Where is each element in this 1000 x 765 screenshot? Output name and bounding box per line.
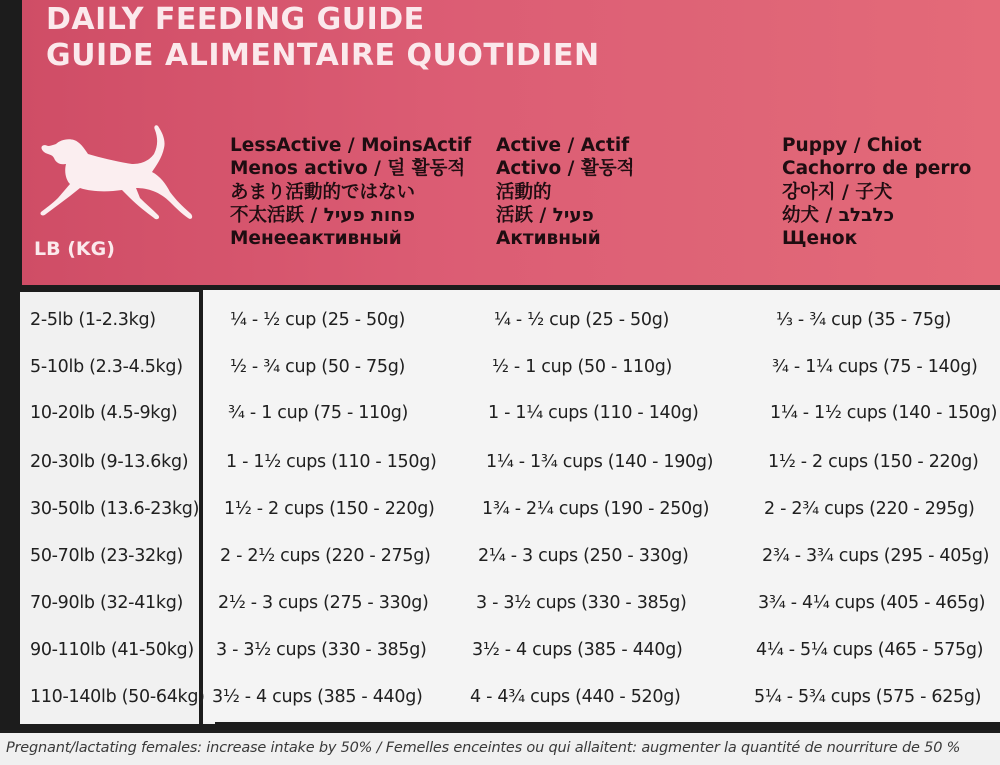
column-header-line: 不太活跃 / פחות פעיל	[230, 204, 416, 226]
column-header-line: 幼犬 / כלבלב	[782, 204, 895, 226]
column-header-line: LessActive / MoinsActif	[230, 135, 472, 156]
column-header-line: Active / Actif	[496, 135, 630, 156]
table-cell-less-active: 2 - 2½ cups (220 - 275g)	[220, 546, 431, 566]
column-header-line: Менееактивный	[230, 228, 402, 250]
column-header-line: Щенок	[782, 228, 858, 250]
column-header-line: あまり活動的ではない	[230, 181, 416, 203]
table-cell-puppy: ⅓ - ¾ cup (35 - 75g)	[776, 310, 952, 330]
table-cell-active: 1¾ - 2¼ cups (190 - 250g)	[482, 499, 710, 519]
title-french: GUIDE ALIMENTAIRE QUOTIDIEN	[46, 38, 600, 73]
table-cell-less-active: ½ - ¾ cup (50 - 75g)	[230, 357, 406, 377]
column-header-line: Menos activo / 덜 활동적	[230, 158, 466, 180]
table-cell-puppy: ¾ - 1¼ cups (75 - 140g)	[772, 357, 978, 377]
table-row-weight: 50-70lb (23-32kg)	[30, 546, 184, 566]
table-cell-active: ½ - 1 cup (50 - 110g)	[492, 357, 673, 377]
table-row-weight: 20-30lb (9-13.6kg)	[30, 452, 189, 472]
table-row-weight: 110-140lb (50-64kg)	[30, 687, 205, 707]
column-header-line: Активный	[496, 228, 601, 250]
table-cell-puppy: 2¾ - 3¾ cups (295 - 405g)	[762, 546, 990, 566]
table-cell-less-active: 3½ - 4 cups (385 - 440g)	[212, 687, 423, 707]
table-cell-puppy: 1½ - 2 cups (150 - 220g)	[768, 452, 979, 472]
dog-silhouette-icon	[36, 118, 196, 230]
table-cell-active: 2¼ - 3 cups (250 - 330g)	[478, 546, 689, 566]
footnote: Pregnant/lactating females: increase intake by 50% / Femelles enceintes ou qui allaitent: augmenter la quantité de nourriture de 50 %	[6, 740, 961, 756]
column-header-line: Cachorro de perro	[782, 158, 972, 180]
column-header-line: 活動的	[496, 181, 552, 203]
table-cell-less-active: ¾ - 1 cup (75 - 110g)	[228, 403, 409, 423]
table-row-weight: 70-90lb (32-41kg)	[30, 593, 184, 613]
column-header-puppy	[782, 134, 971, 250]
table-cell-active: 1 - 1¼ cups (110 - 140g)	[488, 403, 699, 423]
table-cell-less-active: 3 - 3½ cups (330 - 385g)	[216, 640, 427, 660]
table-cell-less-active: ¼ - ½ cup (25 - 50g)	[230, 310, 406, 330]
table-cell-active: 3½ - 4 cups (385 - 440g)	[472, 640, 683, 660]
table-cell-puppy: 4¼ - 5¼ cups (465 - 575g)	[756, 640, 984, 660]
table-cell-active: ¼ - ½ cup (25 - 50g)	[494, 310, 670, 330]
table-cell-less-active: 2½ - 3 cups (275 - 330g)	[218, 593, 429, 613]
table-cell-active: 1¼ - 1¾ cups (140 - 190g)	[486, 452, 714, 472]
table-row-weight: 2-5lb (1-2.3kg)	[30, 310, 156, 330]
table-cell-active: 3 - 3½ cups (330 - 385g)	[476, 593, 687, 613]
table-row-weight: 10-20lb (4.5-9kg)	[30, 403, 178, 423]
title-english: DAILY FEEDING GUIDE	[46, 2, 425, 37]
column-header-line: Puppy / Chiot	[782, 135, 922, 156]
column-header-less-active	[230, 134, 471, 250]
column-header-line: 活跃 / פעיל	[496, 204, 594, 226]
table-cell-puppy: 2 - 2¾ cups (220 - 295g)	[764, 499, 975, 519]
table-row-weight: 90-110lb (41-50kg)	[30, 640, 194, 660]
table-cell-puppy: 5¼ - 5¾ cups (575 - 625g)	[754, 687, 982, 707]
table-cell-puppy: 3¾ - 4¼ cups (405 - 465g)	[758, 593, 986, 613]
table-cell-puppy: 1¼ - 1½ cups (140 - 150g)	[770, 403, 998, 423]
table-row-weight: 5-10lb (2.3-4.5kg)	[30, 357, 183, 377]
column-header-line: 강아지 / 子犬	[782, 181, 893, 203]
table-row-weight: 30-50lb (13.6-23kg)	[30, 499, 200, 519]
table-cell-less-active: 1½ - 2 cups (150 - 220g)	[224, 499, 435, 519]
table-cell-less-active: 1 - 1½ cups (110 - 150g)	[226, 452, 437, 472]
column-header-active	[496, 134, 635, 250]
column-header-line: Activo / 활동적	[496, 158, 635, 180]
weight-column-header: LB (KG)	[34, 238, 115, 260]
table-cell-active: 4 - 4¾ cups (440 - 520g)	[470, 687, 681, 707]
